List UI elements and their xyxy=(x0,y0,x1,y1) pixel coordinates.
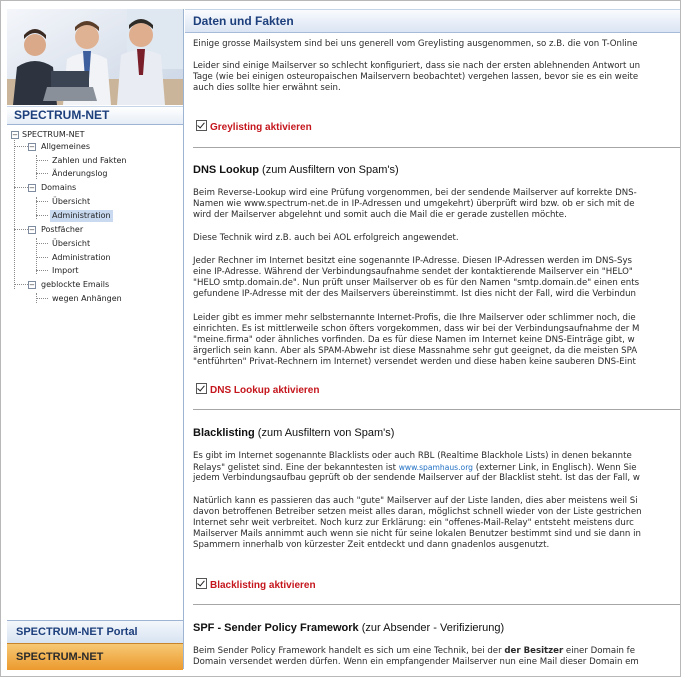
spf-text-part: Beim Sender Policy Framework handelt es sich um eine Technik, bei der xyxy=(193,646,505,656)
spf-heading-rest: (zur Absender - Verifizierung) xyxy=(358,622,505,634)
tree-item-zahlen-und-fakten[interactable]: Zahlen und Fakten xyxy=(52,156,127,165)
greylisting-text-4: auch dies sollte hier erwähnt sein. xyxy=(193,83,341,93)
business-people-photo xyxy=(7,9,183,105)
blacklisting-checkbox-label[interactable]: Blacklisting aktivieren xyxy=(210,580,316,591)
blacklisting-checkbox[interactable] xyxy=(196,578,316,590)
dns-heading-rest: (zum Ausfiltern von Spam's) xyxy=(259,164,399,176)
portal-panel[interactable] xyxy=(7,620,183,643)
dns-text: Beim Reverse-Lookup wird eine Prüfung vorgenommen, bei der sendende Mailserver auf korrekte DNS- xyxy=(193,188,637,198)
title-bar xyxy=(185,9,680,33)
tree-item-domains-uebersicht[interactable]: Übersicht xyxy=(52,197,91,206)
dns-text: einrichten. Es ist mittlerweile schon öfters vorgekommen, dass wir bei der Verbindungsaufnahme der M xyxy=(193,324,640,334)
dns-text: "meine.firma" oder ähnliches vorfinden. Da es für diese Namen im Internet keine DNS-Einträge gibt, w xyxy=(193,335,635,345)
spf-text-part: einer Domain fe xyxy=(563,646,635,656)
tree-item-geblockte-emails[interactable]: geblockte Emails xyxy=(41,280,110,289)
dns-text: gefundene IP-Adresse mit der des Mailservers übereinstimmt. Ist dies nicht der Fall, wird die Verbindun xyxy=(193,289,636,299)
spf-text: Domain versendet werden dürfen. Wenn ein empfangender Mailserver nun eine Mail dieser Domain em xyxy=(193,657,639,667)
tree-root[interactable]: SPECTRUM-NET xyxy=(22,130,85,139)
spf-text xyxy=(193,646,680,657)
blacklisting-text-part: Relays" gelistet sind. Eine der bekanntesten ist xyxy=(193,463,399,473)
dns-text: Jeder Rechner im Internet besitzt eine sogenannte IP-Adresse. Diesen IP-Adressen werden im DNS-Sys xyxy=(193,256,633,266)
tree-item-allgemeines[interactable]: Allgemeines xyxy=(41,142,91,151)
dns-lookup-checkbox-label[interactable]: DNS Lookup aktivieren xyxy=(210,385,320,396)
dns-lookup-checkbox[interactable] xyxy=(196,383,319,395)
brand-label: SPECTRUM-NET xyxy=(14,108,110,122)
blacklisting-heading-bold: Blacklisting xyxy=(193,427,255,439)
collapse-icon[interactable]: − xyxy=(29,143,35,151)
tree-item-wegen-anhaengen[interactable]: wegen Anhängen xyxy=(52,294,122,303)
footer-label[interactable]: SPECTRUM-NET xyxy=(16,651,104,663)
dns-text: Diese Technik wird z.B. auch bei AOL erfolgreich angewendet. xyxy=(193,233,459,243)
tree-item-postfaecher[interactable]: Postfächer xyxy=(41,225,84,234)
blacklisting-text: Es gibt im Internet sogenannte Blacklists oder auch RBL (Realtime Blackhole Lists) in denen bekannte xyxy=(193,451,632,461)
dns-text: ärgerlich sein kann. Aber als SPAM-Abwehr ist diese Massnahme sehr gut geeignet, da die meisten SPA xyxy=(193,346,638,356)
blacklisting-text: Natürlich kann es passieren das auch "gute" Mailserver auf der Liste landen, dies aber meistens weil Si xyxy=(193,496,638,506)
sidebar xyxy=(7,9,184,669)
tree-item-domains[interactable]: Domains xyxy=(41,183,77,192)
spf-heading xyxy=(193,623,680,634)
collapse-icon[interactable]: − xyxy=(29,281,35,289)
collapse-icon[interactable]: − xyxy=(29,226,35,234)
blacklisting-heading xyxy=(193,428,680,439)
spamhaus-link[interactable]: www.spamhaus.org xyxy=(398,463,473,472)
tree-item-domains-administration[interactable]: Administration xyxy=(52,211,111,220)
dns-heading xyxy=(193,165,680,176)
checkbox-checked-icon[interactable] xyxy=(196,120,207,131)
dns-heading-bold: DNS Lookup xyxy=(193,164,259,176)
tree-item-postfaecher-uebersicht[interactable]: Übersicht xyxy=(52,239,91,248)
greylisting-text-3: Tage (wie bei einigen osteuropaischen Mailservern beobachtet) vergehen lassen, bevor sie es ein weite xyxy=(193,72,639,82)
dns-text: Leider gibt es immer mehr selbsternannte Internet-Profis, die Ihre Mailserver oder schlimmer noch, die xyxy=(193,313,636,323)
collapse-icon[interactable]: − xyxy=(29,184,35,192)
sidebar-brand xyxy=(7,106,183,125)
dns-text: "entführten" Privat-Rechnern im Internet) versendet werden und diese haben keine sauberen DNS-Eint xyxy=(193,357,636,367)
tree-item-postfaecher-administration[interactable]: Administration xyxy=(52,253,111,262)
page-title: Daten und Fakten xyxy=(193,14,294,28)
greylisting-text-1: Einige grosse Mailsystem sind bei uns generell vom Greylisting ausgenommen, so z.B. die von T-Online xyxy=(193,39,638,49)
dns-text: wird der Mailserver abgelehnt und somit auch die Mail die er gerade zustellen möchte. xyxy=(193,210,567,220)
footer-panel[interactable] xyxy=(7,643,183,670)
divider xyxy=(193,147,680,148)
greylisting-checkbox[interactable] xyxy=(196,120,312,132)
greylisting-checkbox-label[interactable]: Greylisting aktivieren xyxy=(210,122,312,133)
blacklisting-heading-rest: (zum Ausfiltern von Spam's) xyxy=(254,427,395,439)
tree-item-aenderungslog[interactable]: Änderungslog xyxy=(52,169,108,178)
greylisting-text-2: Leider sind einige Mailserver so schlecht konfiguriert, dass sie nach der ersten ablehnenden Antwort un xyxy=(193,61,641,71)
blacklisting-text: Spammern innerhalb von kürzester Zeit entdeckt und dann gnadenlos ausgenutzt. xyxy=(193,540,550,550)
blacklisting-text: Mailserver Mails annimmt auch wenn sie nicht für seine lokalen Benutzer bestimmt sind und sie dann in xyxy=(193,529,641,539)
divider xyxy=(193,409,680,410)
spf-text-bold: der Besitzer xyxy=(504,646,564,656)
checkbox-checked-icon[interactable] xyxy=(196,578,207,589)
main-panel xyxy=(185,9,680,669)
dns-text: "HELO smtp.domain.de". Nun prüft unser Mailserver ob es für den Namen "smtp.domain.de" einen ents xyxy=(193,278,640,288)
spf-heading-bold: SPF - Sender Policy Framework xyxy=(193,622,359,634)
blacklisting-text: Internet sehr weit verbreitet. Noch kurz zur Erklärung: ein "offenes-Mail-Relay" entsteht meistens durc xyxy=(193,518,634,528)
header-photo xyxy=(7,9,183,105)
portal-label[interactable]: SPECTRUM-NET Portal xyxy=(16,626,138,638)
dns-text: eine IP-Adresse. Während der Verbindungsaufnahme sendet der kontaktierende Mailserver ein "HELO" xyxy=(193,267,633,277)
divider xyxy=(193,604,680,605)
dns-text: Namen wie www.spectrum-net.de in IP-Adressen und umgekehrt) überprüft wird bzw. ob er sich mit de xyxy=(193,199,635,209)
blacklisting-text-part: (externer Link, in Englisch). Wenn Sie xyxy=(473,463,637,473)
tree-item-import[interactable]: Import xyxy=(52,266,79,275)
blacklisting-text: jedem Verbindungsaufbau geprüft ob der sendende Mailserver auf der Blacklist steht. Ist das der Fall, w xyxy=(193,473,640,483)
checkbox-checked-icon[interactable] xyxy=(196,383,207,394)
blacklisting-text: davon betroffenen Betreiber setzen meist alles daran, möglichst schnell wieder von der Liste gestrichen xyxy=(193,507,642,517)
collapse-icon[interactable]: − xyxy=(12,131,18,139)
